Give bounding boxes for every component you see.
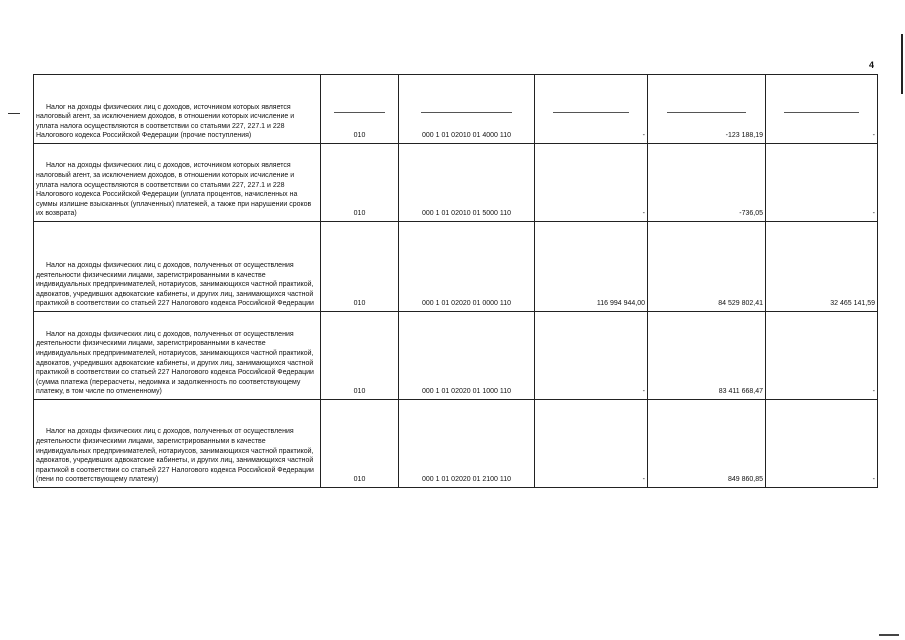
remainder-cell: -	[766, 75, 878, 144]
executed-cell: 84 529 802,41	[648, 222, 766, 312]
table-row	[34, 312, 878, 400]
line-code-cell: 010	[321, 400, 399, 488]
executed-cell: -123 188,19	[648, 75, 766, 144]
scan-mark-left	[8, 113, 20, 114]
plan-cell: 116 994 944,00	[535, 222, 648, 312]
remainder-cell: -	[766, 144, 878, 222]
scan-mark-bottom	[879, 634, 899, 636]
remainder-cell: 32 465 141,59	[766, 222, 878, 312]
executed-cell: 83 411 668,47	[648, 312, 766, 400]
revenue-name-cell: Налог на доходы физических лиц с доходов, источником которых является налоговый агент, за исключением доходов, в отношении которых исчисление и уплата налога осуществляются в соответствии со статьями 227, 227.1 и 228 Налогового кодекса Российской Федерации (уплата процентов, начисленных на суммы излишне взысканных (уплаченных) платежей, а также при нарушении сроков их возврата)	[34, 144, 321, 222]
kbk-code-cell: 000 1 01 02020 01 0000 110	[399, 222, 535, 312]
plan-cell: -	[535, 400, 648, 488]
kbk-code-cell: 000 1 01 02010 01 5000 110	[399, 144, 535, 222]
line-code-cell: 010	[321, 75, 399, 144]
page-number: 4	[869, 60, 875, 70]
line-code-cell: 010	[321, 312, 399, 400]
income-report-table	[33, 74, 878, 488]
table-row	[34, 144, 878, 222]
faint-dash	[667, 112, 746, 113]
executed-cell: -736,05	[648, 144, 766, 222]
line-code-cell: 010	[321, 222, 399, 312]
faint-dash	[553, 112, 629, 113]
plan-cell: -	[535, 144, 648, 222]
plan-cell: -	[535, 75, 648, 144]
kbk-code-cell: 000 1 01 02020 01 2100 110	[399, 400, 535, 488]
table-row	[34, 75, 878, 144]
kbk-code-cell: 000 1 01 02020 01 1000 110	[399, 312, 535, 400]
remainder-cell: -	[766, 312, 878, 400]
faint-dash	[784, 112, 859, 113]
revenue-name-cell: Налог на доходы физических лиц с доходов, полученных от осуществления деятельности физическими лицами, зарегистрированными в качестве индивидуальных предпринимателей, нотариусов, занимающихся частной практикой, адвокатов, учредивших адвокатские кабинеты, и других лиц, занимающихся частной практикой в соответствии со статьей 227 Налогового кодекса Российской Федерации	[34, 222, 321, 312]
scan-mark-right	[901, 34, 903, 94]
revenue-name-cell: Налог на доходы физических лиц с доходов, полученных от осуществления деятельности физическими лицами, зарегистрированными в качестве индивидуальных предпринимателей, нотариусов, занимающихся частной практикой, адвокатов, учредивших адвокатские кабинеты, и других лиц, занимающихся частной практикой в соответствии со статьей 227 Налогового кодекса Российской Федерации (пени по соответствующему платежу)	[34, 400, 321, 488]
table-row	[34, 222, 878, 312]
plan-cell: -	[535, 312, 648, 400]
table-row	[34, 400, 878, 488]
line-code-cell: 010	[321, 144, 399, 222]
remainder-cell: -	[766, 400, 878, 488]
faint-dash	[334, 112, 385, 113]
revenue-name-cell: Налог на доходы физических лиц с доходов, полученных от осуществления деятельности физическими лицами, зарегистрированными в качестве индивидуальных предпринимателей, нотариусов, занимающихся частной практикой, адвокатов, учредивших адвокатские кабинеты, и других лиц, занимающихся частной практикой в соответствии со статьей 227 Налогового кодекса Российской Федерации (сумма платежа (перерасчеты, недоимка и задолженность по соответствующему платежу, в том числе по отмененному)	[34, 312, 321, 400]
faint-dash	[421, 112, 513, 113]
executed-cell: 849 860,85	[648, 400, 766, 488]
revenue-name-cell: Налог на доходы физических лиц с доходов, источником которых является налоговый агент, за исключением доходов, в отношении которых исчисление и уплата налога осуществляются в соответствии со статьями 227, 227.1 и 228 Налогового кодекса Российской Федерации (прочие поступления)	[34, 75, 321, 144]
kbk-code-cell: 000 1 01 02010 01 4000 110	[399, 75, 535, 144]
